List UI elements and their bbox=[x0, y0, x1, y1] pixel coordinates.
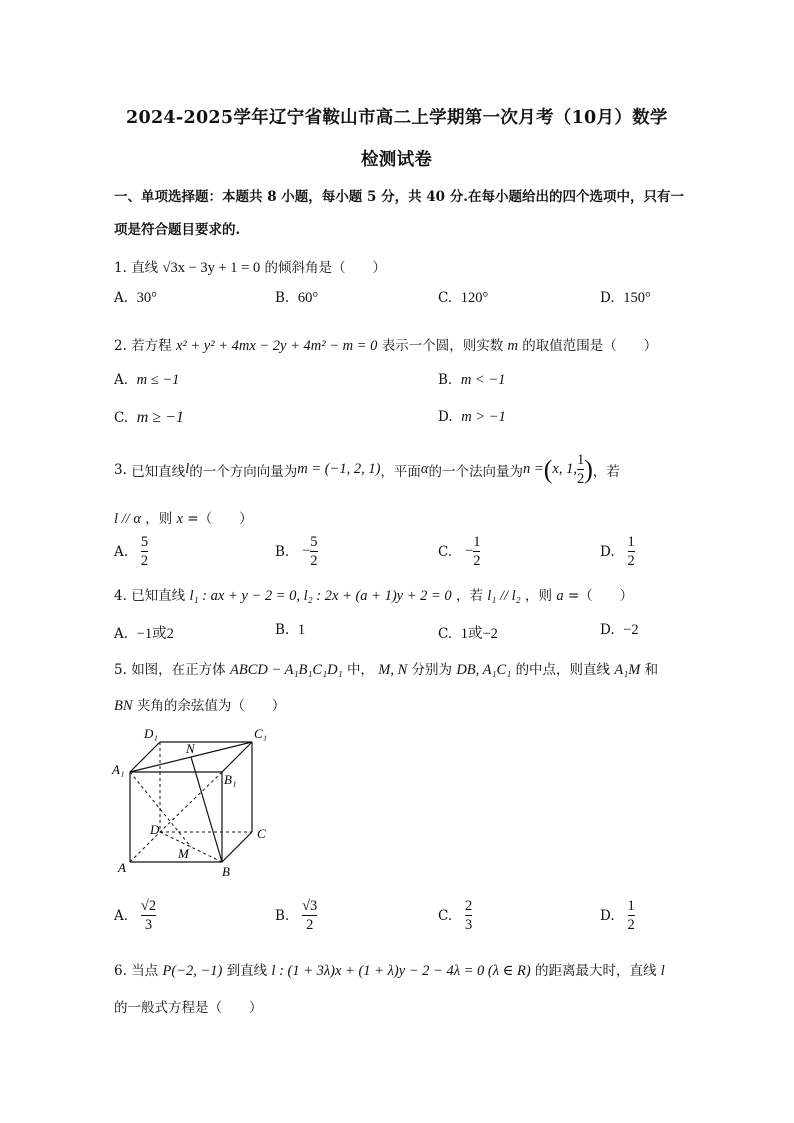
label-n: N bbox=[186, 741, 195, 756]
math-expression: l₁ : ax + y − 2 = 0, l₂ : 2x + (a + 1)y + 2 = 0 bbox=[189, 588, 452, 604]
q2-option-d: D. m > −1 bbox=[438, 409, 506, 425]
question-3-line2: l // α ，则 x =（ ） bbox=[114, 511, 253, 527]
q1-option-d: D. 150° bbox=[600, 290, 651, 306]
q5-option-a: A. $\frac{√2}{3}$ bbox=[114, 898, 157, 933]
question-number: 3. bbox=[114, 461, 127, 478]
label-m: M bbox=[178, 846, 189, 861]
math-cond: l₁ // l₂ bbox=[487, 588, 521, 604]
math-var: l bbox=[185, 461, 190, 477]
math-expression: √3x − 3y + 1 = 0 bbox=[162, 260, 261, 276]
q1-option-b: B. 60° bbox=[275, 290, 319, 306]
question-text: ，平面 bbox=[380, 463, 421, 480]
question-1 bbox=[114, 256, 386, 277]
question-number: 4. bbox=[114, 588, 127, 604]
label-c: C bbox=[257, 826, 266, 841]
question-text: 的取值范围是（ ） bbox=[522, 338, 658, 354]
question-text: ，则 bbox=[525, 588, 553, 604]
question-text: ，若 bbox=[592, 463, 620, 480]
math-var: α bbox=[420, 461, 429, 477]
q4-option-b: B. 1 bbox=[275, 622, 306, 638]
question-text: 当点 bbox=[131, 963, 159, 979]
q5-option-b: B. $\frac{√3}{2}$ bbox=[275, 898, 318, 933]
question-2 bbox=[114, 334, 657, 355]
q5-option-d: D. $\frac{1}{2}$ bbox=[600, 898, 635, 933]
question-number: 5. bbox=[114, 662, 127, 678]
q3-option-b: B. − $\frac{5}{2}$ bbox=[275, 534, 318, 569]
label-d1: D₁ bbox=[144, 726, 158, 741]
q3-option-d: D. $\frac{1}{2}$ bbox=[600, 534, 635, 569]
q3-option-a: A. $\frac{5}{2}$ bbox=[114, 534, 149, 569]
fraction: $\frac{1}{2}$ bbox=[576, 452, 585, 487]
question-number: 6. bbox=[114, 963, 127, 979]
vector-n: n = bbox=[523, 461, 544, 477]
label-a: A bbox=[118, 860, 126, 875]
q2-option-b: B. m < −1 bbox=[438, 372, 506, 388]
question-text: 表示一个圆，则实数 bbox=[381, 338, 504, 354]
q2-option-c: C. m ≥ −1 bbox=[114, 409, 184, 426]
doc-title-line1: 2024-2025学年辽宁省鞍山市高二上学期第一次月考（10月）数学 bbox=[126, 108, 668, 128]
question-text: =（ ） bbox=[567, 588, 634, 604]
question-4 bbox=[114, 584, 633, 605]
q2-option-a: A. m ≤ −1 bbox=[114, 372, 180, 388]
question-text: 直线 bbox=[131, 260, 159, 276]
label-c1: C₁ bbox=[254, 726, 268, 741]
label-a1: A₁ bbox=[112, 762, 125, 777]
label-b1: B₁ bbox=[224, 772, 237, 787]
q4-option-c: C. 1或−2 bbox=[438, 626, 498, 642]
q1-option-c: C. 120° bbox=[438, 290, 489, 306]
question-5: 5. 如图，在正方体 ABCD − A₁B₁C₁D₁ 中， M, N 分别为 DB, A₁C₁ 的中点，则直线 A₁M 和 bbox=[114, 662, 659, 678]
question-text: ，若 bbox=[455, 588, 483, 604]
question-text: 如图，在正方体 bbox=[131, 662, 226, 678]
question-6-line2: 的一般式方程是（ ） bbox=[114, 1000, 263, 1016]
label-d: D bbox=[150, 822, 160, 837]
math-var: a bbox=[556, 588, 564, 604]
question-text: 的倾斜角是（ ） bbox=[264, 260, 387, 276]
question-5-line2: BN 夹角的余弦值为（ ） bbox=[114, 698, 286, 714]
q4-option-d: D. −2 bbox=[600, 622, 639, 638]
question-text: 已知直线 bbox=[131, 463, 186, 480]
q5-option-c: C. $\frac{2}{3}$ bbox=[438, 898, 473, 933]
math-expression: x² + y² + 4mx − 2y + 4m² − m = 0 bbox=[175, 338, 378, 354]
question-3: 3. 已知直线 l 的一个方向向量为 m = (−1, 2, 1) ，平面 α 的一个法向量为 n = ( x, 1, $\frac{1}{2}$ ) ，若 bbox=[114, 452, 620, 487]
section-heading-line1: 一、单项选择题：本题共 8 小题，每小题 5 分，共 40 分.在每小题给出的四个选项中，只有一 bbox=[114, 189, 684, 205]
math-var: m bbox=[507, 338, 518, 354]
section-heading-line2: 项是符合题目要求的. bbox=[114, 222, 241, 238]
q1-option-a: A. 30° bbox=[114, 290, 157, 306]
vector-m: m = (−1, 2, 1) bbox=[297, 461, 381, 477]
question-text: 已知直线 bbox=[131, 588, 186, 604]
doc-title-line2: 检测试卷 bbox=[361, 150, 433, 170]
question-text: 的一个法向量为 bbox=[428, 463, 524, 480]
q3-option-c: C. − $\frac{1}{2}$ bbox=[438, 534, 481, 569]
q4-option-a: A. −1或2 bbox=[114, 626, 174, 642]
question-6: 6. 当点 P(−2, −1) 到直线 l : (1 + 3λ)x + (1 + λ)y − 2 − 4λ = 0 (λ ∈ R) 的距离最大时，直线 l bbox=[114, 963, 665, 979]
question-number: 2. bbox=[114, 338, 127, 354]
question-number: 1. bbox=[114, 260, 127, 276]
cube-figure bbox=[110, 722, 280, 887]
question-text: 的一个方向向量为 bbox=[189, 463, 298, 480]
question-text: 若方程 bbox=[131, 338, 172, 354]
label-b: B bbox=[222, 864, 230, 879]
